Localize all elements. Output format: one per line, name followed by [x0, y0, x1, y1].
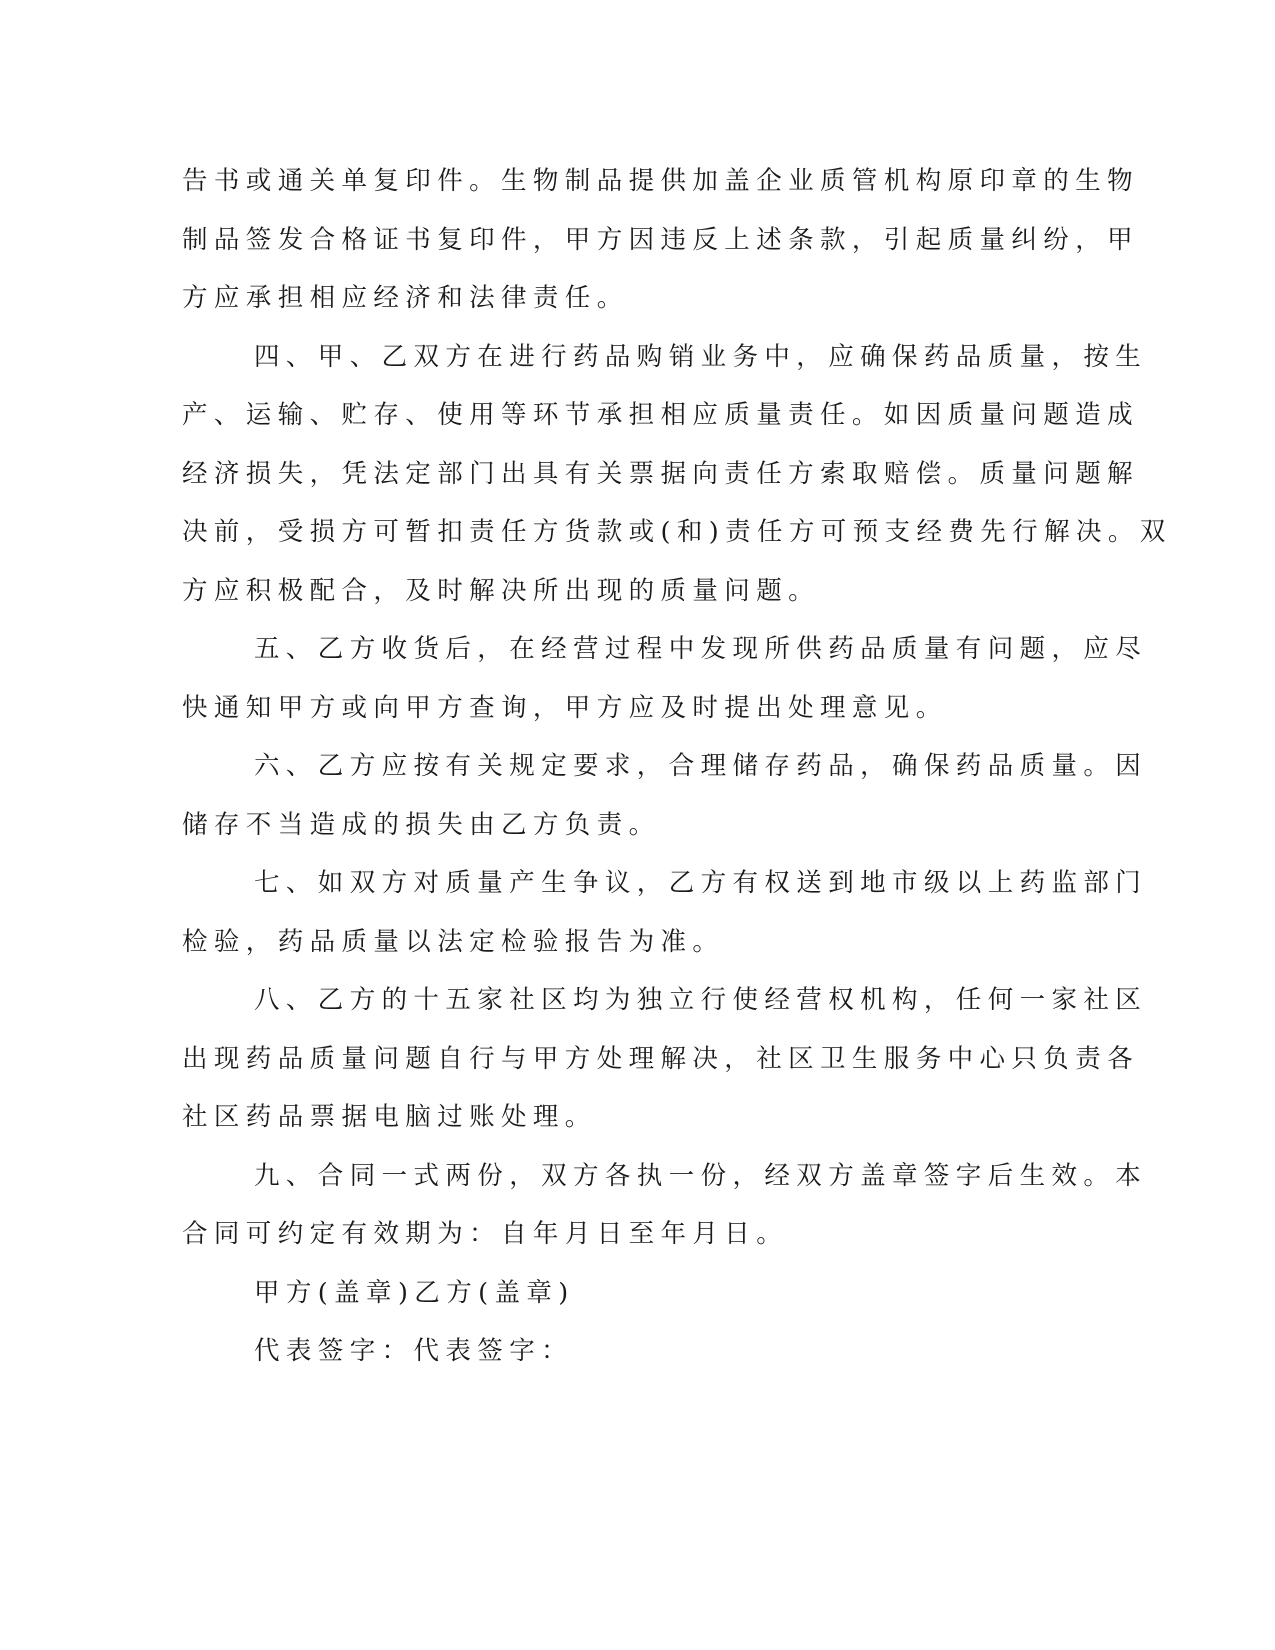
text-line: 产、运输、贮存、使用等环节承担相应质量责任。如因质量问题造成: [182, 400, 1140, 430]
paragraph-clause-8: [182, 971, 1148, 1147]
text-line: 快通知甲方或向甲方查询，甲方应及时提出处理意见。: [182, 692, 948, 723]
text-line: 方应积极配合，及时解决所出现的质量问题。: [182, 575, 821, 606]
text-line: 七、如双方对质量产生争议，乙方有权送到地市级以上药监部门: [254, 868, 1148, 898]
paragraph-clause-7: [182, 854, 1148, 971]
text-line: 检验，药品质量以法定检验报告为准。: [182, 926, 725, 957]
text-line: 代表签字：代表签字：: [254, 1336, 574, 1366]
text-line: 出现药品质量问题自行与甲方处理解决，社区卫生服务中心只负责各: [182, 1043, 1140, 1074]
document-body: [182, 152, 1172, 1381]
text-line: 九、合同一式两份，双方各执一份，经双方盖章签字后生效。本: [254, 1160, 1148, 1191]
signature-seal-line: [182, 1264, 1032, 1323]
paragraph-clause-9: [182, 1147, 1148, 1264]
paragraph-clause-6: [182, 737, 1148, 854]
paragraph-clause-4: [182, 328, 1172, 621]
paragraph-continued-quality-docs: [182, 152, 1140, 328]
text-line: 储存不当造成的损失由乙方负责。: [182, 809, 661, 840]
text-line: 决前，受损方可暂扣责任方货款或(和)责任方可预支经费先行解决。双: [182, 517, 1172, 547]
signature-representative-line: [182, 1322, 1032, 1381]
text-line: 五、乙方收货后，在经营过程中发现所供药品质量有问题，应尽: [254, 634, 1148, 664]
paragraph-clause-5: [182, 620, 1148, 737]
text-line: 方应承担相应经济和法律责任。: [182, 283, 629, 313]
text-line: 制品签发合格证书复印件，甲方因违反上述条款，引起质量纠纷，甲: [182, 224, 1140, 255]
text-line: 经济损失，凭法定部门出具有关票据向责任方索取赔偿。质量问题解: [182, 458, 1140, 489]
text-line: 合同可约定有效期为：自年月日至年月日。: [182, 1219, 789, 1249]
text-line: 告书或通关单复印件。生物制品提供加盖企业质管机构原印章的生物: [182, 166, 1140, 196]
text-line: 社区药品票据电脑过账处理。: [182, 1102, 597, 1132]
text-line: 八、乙方的十五家社区均为独立行使经营权机构，任何一家社区: [254, 985, 1148, 1015]
text-line: 甲方(盖章)乙方(盖章): [254, 1277, 575, 1308]
text-line: 四、甲、乙双方在进行药品购销业务中，应确保药品质量，按生: [254, 341, 1148, 372]
text-line: 六、乙方应按有关规定要求，合理储存药品，确保药品质量。因: [254, 751, 1148, 781]
